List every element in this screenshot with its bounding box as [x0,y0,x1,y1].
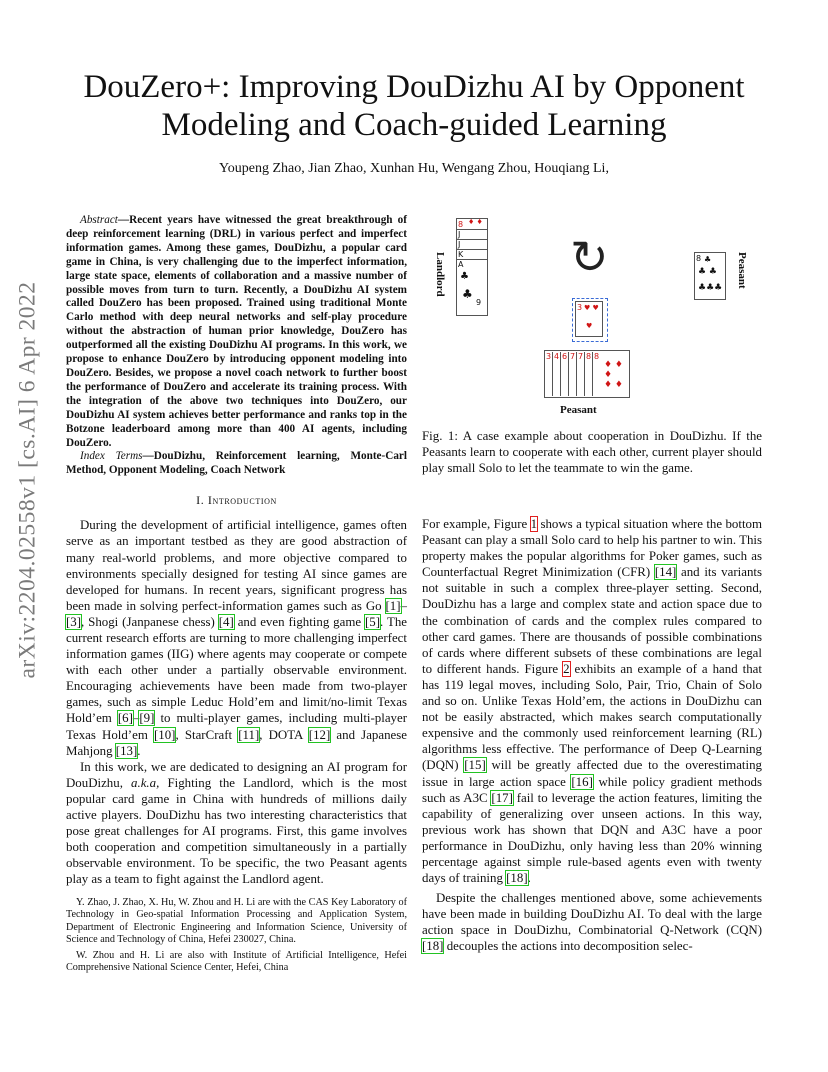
landlord-label: Landlord [434,252,446,297]
text-run: . [137,743,141,758]
text-run: In this work, we are dedicated to designing an AI program for DouDizhu, [66,759,407,790]
text-run: and even fighting game [233,614,366,629]
bottom-card: 8 [586,352,592,361]
left-column [66,214,407,887]
card-divider [584,352,585,396]
text-run: and Japanese Mahjong [66,727,407,758]
text-run: – [132,711,140,726]
footnote-2: W. Zhou and H. Li are also with Institute of Artificial Intelligence, Hefei Comprehensive National Science Center, Hefei, China [66,949,407,974]
diamond-icon: ♦ ♦ ♦ ♦ ♦ [604,360,623,390]
landlord-card-suit: ♦ ♦ [468,218,483,226]
caption-text: A case example about cooperation in DouDizhu. If the Peasants learn to cooperate with each other, current player should play small Solo to let the teammate to win the game. [422,429,762,476]
landlord-card: A [458,260,464,269]
caption-prefix: Fig. 1: [422,429,463,443]
citation-link[interactable]: [4] [218,614,234,629]
text-run: During the development of artificial intelligence, games often serve as an important testbed as they are good abstraction of many real-world problems, and more objective compared to environments specially designed for testing AI since games are developed for humans. In recent years, significant progress has been made in solving perfect-information games such as Go [66,518,407,613]
text-run: – [400,598,407,613]
footnote-1: Y. Zhao, J. Zhao, X. Hu, W. Zhou and H. Li are with the CAS Key Laboratory of Technology in Geo-spatial Information Processing and Application System, Department of Electronic Engineering and Information Science, University of Science and Technology of China, Hefei 230027, China. [66,897,407,946]
turn-order-arrow-icon: ↻ [570,230,609,284]
landlord-card: 8 [458,220,464,229]
figure-1 [422,212,762,422]
card-divider [568,352,569,396]
text-run: , StarCraft [175,727,239,742]
bottom-peasant-label: Peasant [560,404,597,416]
landlord-card: J [458,240,461,249]
citation-link[interactable]: [18] [506,871,528,886]
title-line-1: DouZero+: Improving DouDizhu AI by Opponent [83,69,745,105]
text-run-italic: a.k.a, [131,775,160,790]
bottom-card: 7 [578,352,584,361]
text-run: , DOTA [259,727,309,742]
club-icon: ♣ [704,255,712,264]
title-line-2: Modeling and Coach-guided Learning [161,107,667,143]
intro-paragraph-1 [66,517,407,758]
text-run: to multi-player games, including multi-player Texas Hold’em [66,711,408,742]
bottom-card: 4 [554,352,560,361]
card-divider [456,239,488,240]
card-divider [592,352,593,396]
text-run: Despite the challenges mentioned above, some achievements have been made in building DouDizhu AI. To deal with the large action space in DouDizhu, Combinatorial Q-Network (CQN) [422,891,762,938]
abstract-label: Abstract [80,214,118,226]
text-run: while policy gradient methods such as A3C [422,774,762,805]
text-run: will be greatly affected due to the overestimating issue in large action space [422,758,762,789]
citation-link[interactable]: [9] [139,711,155,726]
text-run: shows a typical situation where the bottom Peasant can play a small Solo card to help his partner to win. This property makes the popular algorithms for Poker games, such as Counterfactual Regret Minimization (CFR) [422,517,762,580]
figure-link[interactable]: 2 [563,661,570,676]
index-terms-text: —DouDizhu, Reinforcement learning, Monte-Carl Method, Opponent Modeling, Coach Network [66,450,407,477]
citation-link[interactable]: [10] [153,727,176,742]
played-card-rank: 3 [577,303,583,312]
heart-icon: ♥ ♥ [584,304,599,312]
citation-link[interactable]: [5] [365,614,381,629]
right-paragraph-2 [422,890,762,954]
citation-link[interactable]: [18] [422,939,444,954]
bottom-card: 7 [570,352,576,361]
landlord-card: 9 [476,298,482,307]
right-column [422,516,762,955]
citation-link[interactable]: [3] [66,614,82,629]
text-run: decouples the actions into decomposition selec- [443,939,693,954]
author-list: Youpeng Zhao, Jian Zhao, Xunhan Hu, Wengang Zhou, Houqiang Li, [219,161,609,176]
citation-link[interactable]: [6] [117,711,133,726]
text-run: , Shogi (Janpanese chess) [81,614,219,629]
landlord-card: K [458,250,464,259]
bottom-card: 8 [594,352,600,361]
affiliation-footnotes [66,897,407,974]
citation-link[interactable]: [11] [238,727,260,742]
citation-link[interactable]: [1] [385,598,401,613]
heart-icon: ♥ [586,322,593,330]
text-run: Fighting the Landlord, which is the most popular card game in China with hundreds of millions daily active players. DouDizhu has two interesting characteristics that pose great challenges for AI programs. First, this game involves both cooperation and competition simultaneously in a partially observable environment. To be specific, the two Peasant agents play as a team to fight against the Landlord agent. [66,775,407,887]
text-run: and its variants not suitable in such a complex three-player setting. Second, DouDizhu has a large and complex state and action space due to the combination of cards and the complex rules compared to other card games. There are thousands of possible combinations of cards where different subsets of these combinations are legal to different hands. Figure [422,565,762,676]
index-terms-label: Index Terms [80,450,143,463]
club-icon: ♣ [460,271,469,282]
bottom-card: 6 [562,352,568,361]
text-run: . The current research efforts are turning to more challenging imperfect information games (IIG) where agents may cooperate or compete with each other under a partially observable environment. Encouraging achievements have been made from two-player games, such as simple Leduc Hold’em and limit/no-limit Texas Hold’em [66,614,407,726]
arxiv-stamp [8,281,48,679]
citation-link[interactable]: [17] [491,790,513,805]
landlord-card: J [458,230,461,239]
right-peasant-label: Peasant [736,252,748,289]
text-run: . [527,871,531,886]
citation-link[interactable]: [16] [571,774,593,789]
bottom-card: 3 [546,352,552,361]
text-run: fail to leverage the action features, limiting the capability of generalizing over unseen actions. In this way, previous work has shown that DQN and A3C have a poor performance in DouDizhu, only having less than 20% winning percentage against simple rule-based agents even with twenty days of training [422,790,762,886]
right-peasant-card-rank: 8 [696,254,702,263]
abstract-text: —Recent years have witnessed the great breakthrough of deep reinforcement learning (DRL) in various perfect and imperfect information games. Among these games, DouDizhu, a popular card game in China, is very challenging due to the imperfect information, large state space, elements of collaboration and a massive number of possible moves from turn to turn. Recently, a DouDizhu AI system called DouZero has been proposed. Trained using traditional Monte Carlo method with deep neural networks and self-play procedure without the abstraction of human prior knowledge, DouZero has outperformed all the existing DouDizhu AI programs. In this work, we propose to enhance DouZero by introducing opponent modeling into DouZero. Besides, we propose a novel coach network to further boost the performance of DouZero and accelerate its training process. With the integration of the above two techniques into DouZero, our DouDizhu AI system achieves better performance and ranks top in the Botzone leaderboard among more than 400 AI agents, including DouZero. [66,214,407,449]
citation-link[interactable]: [12] [308,727,331,742]
club-icon: ♣ [462,287,473,301]
club-icon: ♣ ♣ [698,267,717,277]
card-divider [576,352,577,396]
intro-paragraph-2 [66,759,407,888]
index-terms [66,450,407,478]
arxiv-stamp-text: arXiv:2204.02558v1 [cs.AI] 6 Apr 2022 [14,281,41,679]
card-divider [560,352,561,396]
citation-link[interactable]: [15] [464,758,486,773]
citation-link[interactable]: [14] [654,565,677,580]
card-divider [456,229,488,230]
text-run: For example, Figure [422,517,531,531]
card-divider [552,352,553,396]
paper-title [60,68,768,144]
text-run: exhibits an example of a hand that has 119 legal moves, including Solo, Pair, Trio, Chain of Solo and so on. Unlike Texas Hold’em, the actions in DouDizhu can not be easily abstracted, which makes search computationally expensive and the commonly used reinforcement learning (RL) algorithms less effective. The performance of Deep Q-Learning (DQN) [422,661,762,773]
abstract [66,214,407,450]
section-heading-introduction: I. Introduction [196,493,277,508]
citation-link[interactable]: [13] [115,743,138,758]
club-icon: ♣♣♣ [698,283,723,293]
right-paragraph-1 [422,516,762,886]
figure-1-caption [422,428,762,476]
figure-link[interactable]: 1 [530,517,538,531]
